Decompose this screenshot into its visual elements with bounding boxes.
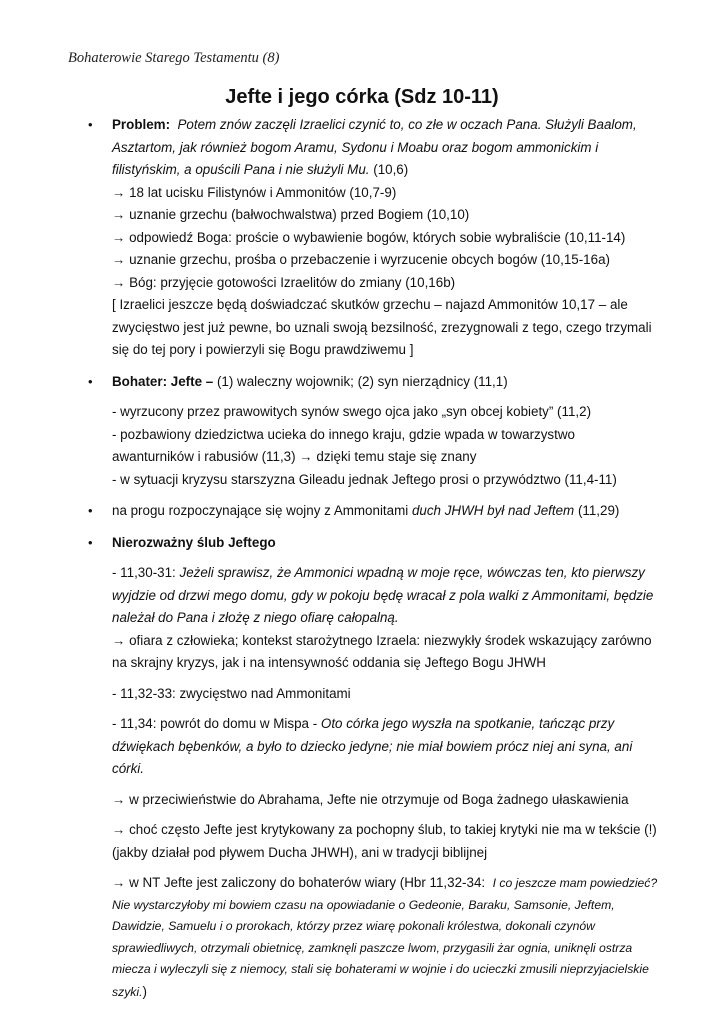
- page-title: Jefte i jego córka (Sdz 10-11): [225, 86, 499, 108]
- vow-nt-quote-line: szyki.: [112, 984, 143, 999]
- problem-point: → uznanie grzechu (bałwochwalstwa) przed Bogiem (10,10): [112, 207, 470, 222]
- vow-comment-line: (jakby działał pod pływem Ducha JHWH), ani w tradycji biblijnej: [112, 844, 488, 860]
- war-ref: (11,29): [577, 503, 620, 518]
- bullet-icon: •: [88, 534, 93, 550]
- problem-point: → uznanie grzechu, prośba o przebaczenie i wyrzucenie obcych bogów (10,15-16a): [112, 252, 610, 267]
- vow-part-c: [112, 713, 652, 781]
- problem-note-line: zwycięstwo jest już pewne, bo uznali swoją bezsilność, zrezygnowali z tego, czego trzymali: [112, 319, 652, 335]
- hero-description: (1) waleczny wojownik; (2) syn nierządnicy (11,1): [216, 373, 508, 389]
- vow-ref: - 11,30-31:: [112, 565, 176, 580]
- problem-note-line: się do tej pory i powierzyli się Bogu prawdziwemu ]: [112, 342, 414, 357]
- vow-label: Nierozważny ślub Jeftego: [112, 534, 276, 550]
- section-hero: [88, 371, 652, 492]
- vow-quote-line: wyjdzie od drzwi mego domu, gdy w pokoju będę wracał z pola walki z Ammonitami, będzie: [112, 587, 654, 603]
- vow-nt-lead: → w NT Jefte jest zaliczony do bohaterów wiary (Hbr 11,32-34:: [112, 875, 486, 890]
- vow-nt-quote-line: Nie wystarczyłoby mi bowiem czasu na opowiadanie o Gedeonie, Baraku, Samsonie, Jeftem,: [112, 897, 615, 912]
- hero-label: Bohater: Jefte –: [112, 373, 214, 389]
- section-problem: [88, 114, 652, 362]
- hero-detail-line: - w sytuacji kryzysu starszyzna Gileadu jednak Jeftego prosi o przywództwo (11,4-11): [112, 471, 617, 487]
- bullet-icon: •: [88, 373, 93, 389]
- hero-detail-line: awanturników i rabusiów (11,3) → dzięki temu staje się znany: [112, 449, 477, 464]
- vow-victory-line: - 11,32-33: zwycięstwo nad Ammonitami: [112, 685, 351, 701]
- vow-nt-quote-line: miecza i wyleczyli się z niemocy, stali się bohaterami w wojnie i do ucieczki zmusili nieprzyjacielskie: [112, 962, 649, 976]
- vow-quote-line: należał do Pana i złożę z niego ofiarę całopalną.: [112, 610, 399, 625]
- vow-nt-quote-line: Dawidzie, Samuelu i o prorokach, którzy przez wiarę pokonali królestwa, dokonali czynów: [112, 919, 595, 933]
- vow-comment-line: → w przeciwieństwie do Abrahama, Jefte nie otrzymuje od Boga żadnego ułaskawienia: [112, 791, 629, 807]
- hero-detail-line: - wyrzucony przez prawowitych synów swego ojca jako „syn obcej kobiety” (11,2): [112, 404, 592, 419]
- problem-quote-line: Potem znów zaczęli Izraelici czynić to, co złe w oczach Pana. Służyli Baalom,: [177, 117, 637, 132]
- vow-comment-line: → choć często Jefte jest krytykowany za pochopny ślub, to takiej krytyki nie ma w tekście (!): [112, 822, 657, 837]
- vow-comment-line: → ofiara z człowieka; kontekst starożytnego Izraela: niezwykły środek wskazujący zarówno: [112, 632, 652, 648]
- vow-nt-close: ): [142, 983, 147, 999]
- problem-label: Problem:: [112, 117, 171, 132]
- war-quote: duch JHWH był nad Jeftem: [411, 503, 575, 518]
- problem-point: → Bóg: przyjęcie gotowości Izraelitów do zmiany (10,16b): [112, 274, 456, 290]
- section-vow: [88, 532, 658, 1004]
- vow-part-f: [112, 872, 658, 1003]
- problem-point: → 18 lat ucisku Filistynów i Ammonitów (10,7-9): [112, 184, 397, 200]
- vow-quote-line: dźwiękach bębenków, a było to dziecko jedyne; nie miał bowiem prócz niej ani syna, ani: [112, 738, 633, 754]
- vow-quote-line: córki.: [112, 761, 144, 776]
- vow-nt-quote-line: sprawiedliwych, otrzymali obietnicę, zamknęli paszcze lwom, przygasili żar ognia, uniknęli ostrza: [112, 940, 633, 955]
- vow-ref: - 11,34: powrót do domu w Mispa -: [112, 716, 318, 731]
- section-war: [88, 500, 652, 523]
- vow-part-a: [112, 562, 652, 675]
- bullet-icon: •: [88, 503, 93, 518]
- problem-point: → odpowiedź Boga: proście o wybawienie bogów, których sobie wybraliście (10,11-14): [112, 229, 626, 245]
- vow-comment-line: na skrajny kryzys, jak i na intensywność oddania się Jeftego Bogu JHWH: [112, 655, 546, 670]
- vow-quote-line: Jeżeli sprawisz, że Ammonici wpadną w moje ręce, wówczas ten, kto pierwszy: [179, 565, 645, 580]
- hero-detail-line: - pozbawiony dziedzictwa ucieka do innego kraju, gdzie wpada w towarzystwo: [112, 426, 575, 442]
- vow-quote-line: Oto córka jego wyszła na spotkanie, tańcząc przy: [320, 716, 615, 731]
- series-header: Bohaterowie Starego Testamentu (8): [68, 50, 280, 66]
- vow-nt-quote-line: I co jeszcze mam powiedzieć?: [492, 876, 658, 890]
- war-text: na progu rozpoczynające się wojny z Ammonitami: [112, 503, 409, 518]
- bullet-icon: •: [88, 117, 93, 132]
- problem-note-line: [ Izraelici jeszcze będą doświadczać skutków grzechu – najazd Ammonitów 10,17 – ale: [112, 297, 628, 312]
- document-body: [88, 114, 658, 1003]
- problem-quote-ref: (10,6): [373, 162, 409, 177]
- problem-quote-line: Asztartom, jak również bogom Aramu, Sydonu i Moabu oraz bogom ammonickim i: [112, 139, 599, 155]
- problem-quote-line: filistyńskim, a opuścili Pana i nie służyli Mu.: [112, 162, 370, 177]
